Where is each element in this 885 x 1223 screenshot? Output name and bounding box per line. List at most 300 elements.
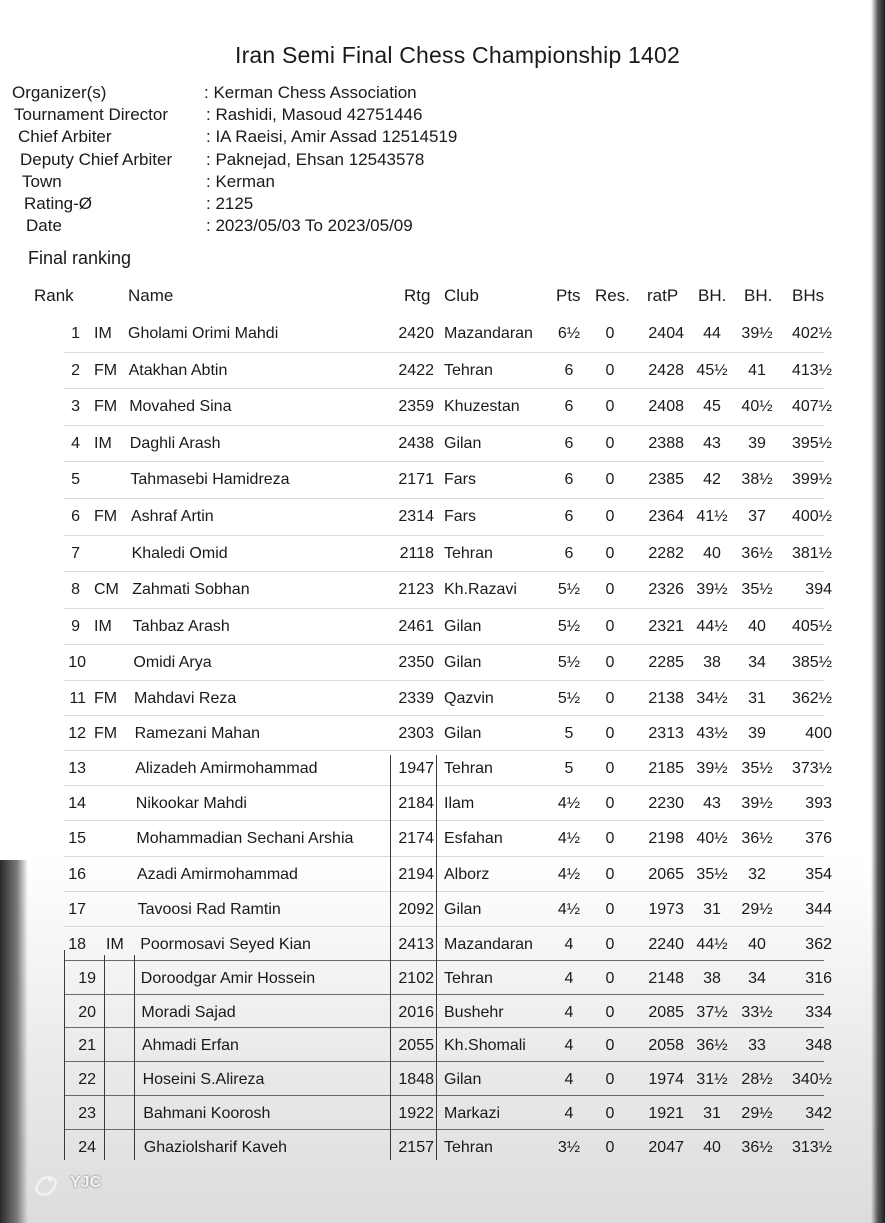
table-row: [0, 857, 885, 892]
bhs-cell: 344: [805, 900, 832, 918]
table-row: [0, 995, 885, 1030]
name-cell: Mohammadian Sechani Arshia: [136, 830, 354, 848]
rank-cell: 7: [71, 544, 80, 562]
bh1-cell: 36½: [696, 1037, 728, 1055]
result-cell: 0: [605, 1037, 615, 1055]
bh1-cell: 45: [703, 398, 721, 416]
table-row: [0, 786, 885, 821]
points-cell: 4: [564, 1003, 574, 1021]
rank-cell: 21: [78, 1037, 96, 1055]
result-cell: 0: [605, 795, 615, 813]
ratp-cell: 1921: [648, 1105, 684, 1122]
result-cell: 0: [605, 1003, 615, 1021]
club-cell: Gilan: [444, 1071, 482, 1089]
table-row: [0, 462, 885, 497]
header-rank: Rank: [34, 286, 74, 305]
rank-cell: 24: [78, 1138, 96, 1156]
club-cell: Kh.Razavi: [444, 581, 517, 599]
rank-cell: 9: [71, 617, 80, 635]
info-label: Date: [26, 216, 62, 236]
bhs-cell: 313½: [791, 1138, 832, 1156]
result-cell: 0: [605, 1138, 615, 1156]
name-cell: Ramezani Mahan: [134, 724, 260, 742]
table-row: [0, 1096, 885, 1131]
result-cell: 0: [605, 471, 615, 489]
result-cell: 0: [605, 865, 615, 883]
points-cell: 4: [564, 1037, 574, 1055]
bh2-cell: 37: [748, 508, 766, 525]
table-row: [0, 821, 885, 856]
ratp-cell: 2313: [648, 724, 684, 742]
row-divider: [64, 571, 824, 572]
info-label: Tournament Director: [14, 105, 169, 125]
bh2-cell: 34: [748, 654, 766, 672]
bhs-cell: 373½: [791, 760, 832, 777]
bhs-cell: 362½: [791, 689, 832, 707]
table-row: [0, 1028, 885, 1063]
points-cell: 4½: [557, 830, 581, 848]
rank-cell: 10: [68, 654, 86, 672]
table-row: [0, 316, 885, 351]
table-row: [0, 1062, 885, 1097]
table-row: [0, 892, 885, 927]
bhs-cell: 413½: [791, 361, 832, 379]
club-cell: Tehran: [444, 544, 493, 562]
rank-cell: 22: [78, 1071, 96, 1089]
club-cell: Bushehr: [444, 1003, 504, 1021]
info-value: : 2125: [206, 194, 254, 213]
header-rtg: Rtg: [404, 286, 431, 305]
bh1-cell: 39½: [696, 581, 728, 599]
header-bh2: BH.: [744, 286, 773, 305]
bh2-cell: 33½: [741, 1003, 773, 1021]
bhs-cell: 400½: [791, 508, 832, 525]
bh1-cell: 38: [703, 654, 721, 672]
points-cell: 5: [564, 724, 574, 742]
row-divider: [64, 461, 824, 462]
rating-cell: 2350: [398, 654, 434, 672]
table-row: [0, 927, 885, 962]
rank-cell: 12: [68, 724, 86, 742]
points-cell: 5½: [557, 617, 581, 635]
club-cell: Khuzestan: [444, 398, 520, 416]
rank-cell: 8: [71, 581, 80, 599]
bhs-cell: 381½: [791, 544, 832, 562]
ratp-cell: 2240: [648, 936, 684, 953]
table-row: [0, 751, 885, 786]
info-label: Organizer(s): [12, 83, 107, 102]
club-cell: Tehran: [444, 969, 493, 987]
rating-cell: 2016: [398, 1003, 434, 1021]
row-divider: [64, 856, 824, 857]
name-cell: Ahmadi Erfan: [142, 1037, 239, 1055]
rating-cell: 2184: [398, 795, 434, 813]
title-cell: FM: [94, 508, 118, 525]
rank-cell: 5: [71, 471, 80, 489]
bh2-cell: 40: [748, 617, 766, 635]
header-res: Res.: [595, 286, 630, 305]
document-title: Iran Semi Final Chess Championship 1402: [234, 42, 681, 68]
bh2-cell: 38½: [741, 471, 773, 489]
title-cell: IM: [94, 434, 112, 452]
rating-cell: 2123: [398, 581, 434, 599]
bh1-cell: 44: [703, 325, 721, 342]
rating-cell: 1922: [398, 1105, 434, 1122]
bhs-cell: 407½: [791, 398, 832, 416]
result-cell: 0: [605, 325, 615, 342]
header-pts: Pts: [556, 286, 581, 305]
rating-cell: 2194: [398, 865, 434, 883]
row-divider: [64, 1061, 824, 1062]
row-divider: [64, 1027, 824, 1028]
row-divider: [64, 1129, 824, 1130]
table-row: [0, 681, 885, 716]
row-divider: [64, 994, 824, 995]
rating-cell: 2420: [398, 325, 434, 342]
result-cell: 0: [605, 361, 615, 379]
name-cell: Ashraf Artin: [131, 508, 214, 525]
points-cell: 5½: [557, 581, 581, 599]
title-cell: IM: [106, 936, 124, 953]
rating-cell: 2102: [398, 969, 434, 987]
club-cell: Gilan: [444, 434, 482, 452]
points-cell: 5½: [557, 689, 581, 707]
bhs-cell: 400: [805, 724, 832, 742]
row-divider: [64, 715, 824, 716]
rank-cell: 17: [68, 900, 86, 918]
row-divider: [64, 425, 824, 426]
bhs-cell: 316: [805, 969, 832, 987]
info-label: Chief Arbiter: [18, 127, 112, 147]
club-cell: Tehran: [444, 361, 493, 379]
title-cell: FM: [94, 689, 118, 707]
table-row: [0, 426, 885, 461]
points-cell: 5: [564, 760, 574, 777]
bh1-cell: 43: [703, 434, 721, 452]
rating-cell: 2359: [398, 398, 434, 416]
points-cell: 6½: [557, 325, 581, 342]
rank-cell: 6: [71, 508, 80, 525]
club-cell: Gilan: [444, 617, 482, 635]
bh2-cell: 39: [748, 434, 766, 452]
ratp-cell: 2058: [648, 1037, 684, 1055]
column-rule: [104, 955, 105, 1160]
bh1-cell: 35½: [696, 865, 728, 883]
bh1-cell: 41½: [696, 508, 728, 525]
points-cell: 4½: [557, 865, 581, 883]
rank-cell: 14: [68, 795, 86, 813]
bhs-cell: 402½: [791, 325, 832, 342]
name-cell: Tahmasebi Hamidreza: [130, 471, 290, 489]
info-label: Rating-Ø: [24, 194, 93, 213]
row-divider: [64, 1095, 824, 1096]
ratp-cell: 2047: [648, 1138, 684, 1156]
name-cell: Khaledi Omid: [131, 544, 228, 562]
club-cell: Kh.Shomali: [444, 1037, 526, 1055]
rating-cell: 2092: [398, 900, 434, 918]
points-cell: 6: [564, 434, 574, 452]
name-cell: Bahmani Koorosh: [143, 1105, 271, 1122]
row-divider: [64, 388, 824, 389]
bh1-cell: 31½: [696, 1071, 728, 1089]
section-title: Final ranking: [28, 248, 132, 268]
bh2-cell: 36½: [741, 1138, 773, 1156]
result-cell: 0: [605, 617, 615, 635]
info-value: : Paknejad, Ehsan 12543578: [206, 149, 425, 169]
row-divider: [64, 535, 824, 536]
bh1-cell: 31: [703, 900, 721, 918]
club-cell: Gilan: [444, 724, 482, 742]
club-cell: Tehran: [444, 760, 493, 777]
column-rule: [390, 755, 391, 1160]
rank-cell: 15: [68, 830, 86, 848]
table-row: [0, 961, 885, 996]
result-cell: 0: [605, 398, 615, 416]
points-cell: 3½: [557, 1138, 581, 1156]
bh1-cell: 44½: [696, 936, 728, 953]
club-cell: Ilam: [444, 795, 475, 813]
bh1-cell: 37½: [696, 1003, 728, 1021]
club-cell: Fars: [444, 471, 476, 489]
row-divider: [64, 644, 824, 645]
bh2-cell: 36½: [741, 830, 773, 848]
header-bh1: BH.: [698, 286, 727, 305]
column-rule: [64, 950, 65, 1160]
club-cell: Markazi: [444, 1105, 501, 1122]
bh2-cell: 31: [748, 689, 766, 707]
bh1-cell: 42: [703, 471, 721, 489]
table-row: [0, 572, 885, 607]
result-cell: 0: [605, 434, 615, 452]
ratp-cell: 2404: [648, 325, 684, 342]
bh2-cell: 29½: [741, 900, 773, 918]
ratp-cell: 2285: [648, 654, 684, 672]
bh1-cell: 40½: [696, 830, 728, 848]
rating-cell: 2118: [399, 544, 434, 562]
rating-cell: 2413: [398, 936, 434, 953]
rank-cell: 11: [69, 689, 86, 707]
bhs-cell: 385½: [791, 654, 832, 672]
points-cell: 4: [564, 1105, 574, 1122]
table-row: [0, 353, 885, 388]
points-cell: 4: [564, 936, 574, 953]
title-cell: IM: [94, 325, 112, 342]
ratp-cell: 2185: [648, 760, 684, 777]
table-row: [0, 536, 885, 571]
column-rule: [436, 755, 437, 1160]
bh2-cell: 39: [748, 724, 766, 742]
result-cell: 0: [605, 508, 615, 525]
rating-cell: 2171: [398, 471, 434, 489]
points-cell: 4½: [557, 795, 581, 813]
bh1-cell: 40: [703, 1138, 721, 1156]
bhs-cell: 376: [805, 830, 832, 848]
name-cell: Azadi Amirmohammad: [137, 865, 298, 883]
bhs-cell: 362: [805, 936, 832, 953]
club-cell: Tehran: [444, 1138, 493, 1156]
rank-cell: 4: [71, 434, 80, 452]
rating-cell: 2422: [398, 361, 434, 379]
ratp-cell: 2282: [648, 544, 684, 562]
bhs-cell: 395½: [791, 434, 832, 452]
rank-cell: 23: [78, 1105, 96, 1122]
name-cell: Zahmati Sobhan: [132, 581, 250, 599]
rank-cell: 19: [78, 969, 96, 987]
watermark-text: YJC: [70, 1174, 102, 1191]
result-cell: 0: [605, 724, 615, 742]
club-cell: Gilan: [444, 654, 482, 672]
info-value: : IA Raeisi, Amir Assad 12514519: [206, 127, 458, 147]
name-cell: Doroodgar Amir Hossein: [140, 969, 316, 987]
bh2-cell: 34: [748, 969, 766, 987]
result-cell: 0: [605, 969, 615, 987]
result-cell: 0: [605, 544, 615, 562]
rank-cell: 18: [68, 936, 86, 953]
bh2-cell: 28½: [741, 1071, 773, 1089]
club-cell: Esfahan: [444, 830, 503, 848]
table-row: [0, 389, 885, 424]
row-divider: [64, 891, 824, 892]
result-cell: 0: [605, 760, 615, 777]
bh2-cell: 39½: [741, 795, 773, 813]
bh1-cell: 44½: [696, 617, 728, 635]
name-cell: Tavoosi Rad Ramtin: [137, 900, 281, 918]
ratp-cell: 2138: [648, 689, 684, 707]
bhs-cell: 334: [805, 1003, 832, 1021]
row-divider: [64, 352, 824, 353]
row-divider: [64, 750, 824, 751]
bhs-cell: 340½: [791, 1071, 832, 1089]
bh1-cell: 31: [703, 1105, 721, 1122]
bh1-cell: 34½: [696, 689, 728, 707]
points-cell: 5½: [557, 654, 581, 672]
row-divider: [64, 960, 824, 961]
row-divider: [64, 926, 824, 927]
header-name: Name: [128, 286, 174, 305]
name-cell: Ghaziolsharif Kaveh: [143, 1138, 287, 1156]
rating-cell: 1947: [398, 760, 434, 777]
name-cell: Mahdavi Reza: [134, 689, 237, 707]
row-divider: [64, 785, 824, 786]
info-value: : Kerman: [206, 171, 275, 191]
ratp-cell: 1973: [648, 900, 684, 918]
result-cell: 0: [605, 936, 615, 953]
result-cell: 0: [605, 689, 615, 707]
points-cell: 4: [564, 969, 574, 987]
name-cell: Movahed Sina: [129, 398, 232, 416]
name-cell: Daghli Arash: [129, 434, 221, 452]
bhs-cell: 348: [805, 1037, 832, 1055]
rating-cell: 2314: [398, 508, 434, 525]
title-cell: CM: [94, 581, 119, 599]
ratp-cell: 2198: [648, 830, 684, 848]
club-cell: Alborz: [444, 865, 490, 883]
points-cell: 6: [564, 544, 574, 562]
rank-cell: 3: [71, 398, 80, 416]
title-cell: FM: [94, 398, 118, 416]
points-cell: 4½: [557, 900, 581, 918]
name-cell: Gholami Orimi Mahdi: [128, 325, 279, 342]
bhs-cell: 393: [805, 795, 832, 813]
rating-cell: 2339: [398, 689, 434, 707]
bh1-cell: 40: [703, 544, 721, 562]
club-cell: Mazandaran: [444, 325, 533, 342]
club-cell: Qazvin: [444, 689, 494, 707]
points-cell: 6: [564, 361, 574, 379]
bh1-cell: 43: [703, 795, 721, 813]
points-cell: 6: [564, 398, 574, 416]
info-value: : 2023/05/03 To 2023/05/09: [206, 216, 413, 236]
ratp-cell: 2326: [648, 581, 684, 599]
points-cell: 6: [564, 508, 574, 525]
result-cell: 0: [605, 654, 615, 672]
bh2-cell: 41: [748, 361, 766, 379]
ratp-cell: 2065: [648, 865, 684, 883]
bh1-cell: 38: [703, 969, 721, 987]
header-ratp: ratP: [647, 286, 679, 305]
bhs-cell: 342: [805, 1105, 832, 1122]
rank-cell: 2: [71, 361, 80, 379]
rating-cell: 1848: [398, 1071, 434, 1089]
result-cell: 0: [605, 830, 615, 848]
name-cell: Poormosavi Seyed Kian: [140, 936, 311, 953]
rank-cell: 1: [71, 325, 80, 342]
result-cell: 0: [605, 1105, 615, 1122]
bh1-cell: 39½: [696, 760, 728, 777]
rank-cell: 20: [78, 1003, 96, 1021]
points-cell: 4: [564, 1071, 574, 1089]
table-row: [0, 716, 885, 751]
info-value: : Rashidi, Masoud 42751446: [206, 105, 423, 125]
header-bhs: BHs: [792, 286, 825, 305]
name-cell: Hoseini S.Alireza: [142, 1071, 265, 1089]
ratp-cell: 2385: [648, 471, 684, 489]
name-cell: Moradi Sajad: [141, 1003, 236, 1021]
rating-cell: 2174: [398, 830, 434, 848]
bhs-cell: 405½: [791, 617, 832, 635]
name-cell: Nikookar Mahdi: [135, 795, 247, 813]
bh1-cell: 45½: [696, 361, 728, 379]
club-cell: Mazandaran: [444, 936, 533, 953]
result-cell: 0: [605, 581, 615, 599]
bh2-cell: 40½: [741, 398, 773, 416]
row-divider: [64, 820, 824, 821]
ratp-cell: 1974: [648, 1071, 684, 1089]
result-cell: 0: [605, 1071, 615, 1089]
title-cell: IM: [94, 617, 112, 635]
ratp-cell: 2428: [648, 361, 684, 379]
ratp-cell: 2085: [648, 1003, 684, 1021]
table-row: [0, 499, 885, 534]
column-rule: [134, 955, 135, 1160]
bh2-cell: 29½: [741, 1105, 773, 1122]
bh2-cell: 32: [748, 865, 766, 883]
points-cell: 6: [564, 471, 574, 489]
bh2-cell: 33: [748, 1037, 766, 1055]
table-row: [0, 609, 885, 644]
name-cell: Omidi Arya: [133, 654, 212, 672]
rating-cell: 2461: [398, 617, 434, 635]
row-divider: [64, 498, 824, 499]
ratp-cell: 2408: [648, 398, 684, 416]
ratp-cell: 2148: [648, 969, 684, 987]
header-club: Club: [444, 286, 479, 305]
row-divider: [64, 680, 824, 681]
rating-cell: 2303: [398, 724, 434, 742]
info-label: Town: [22, 171, 62, 191]
club-cell: Gilan: [444, 900, 482, 918]
bh2-cell: 35½: [741, 581, 773, 599]
